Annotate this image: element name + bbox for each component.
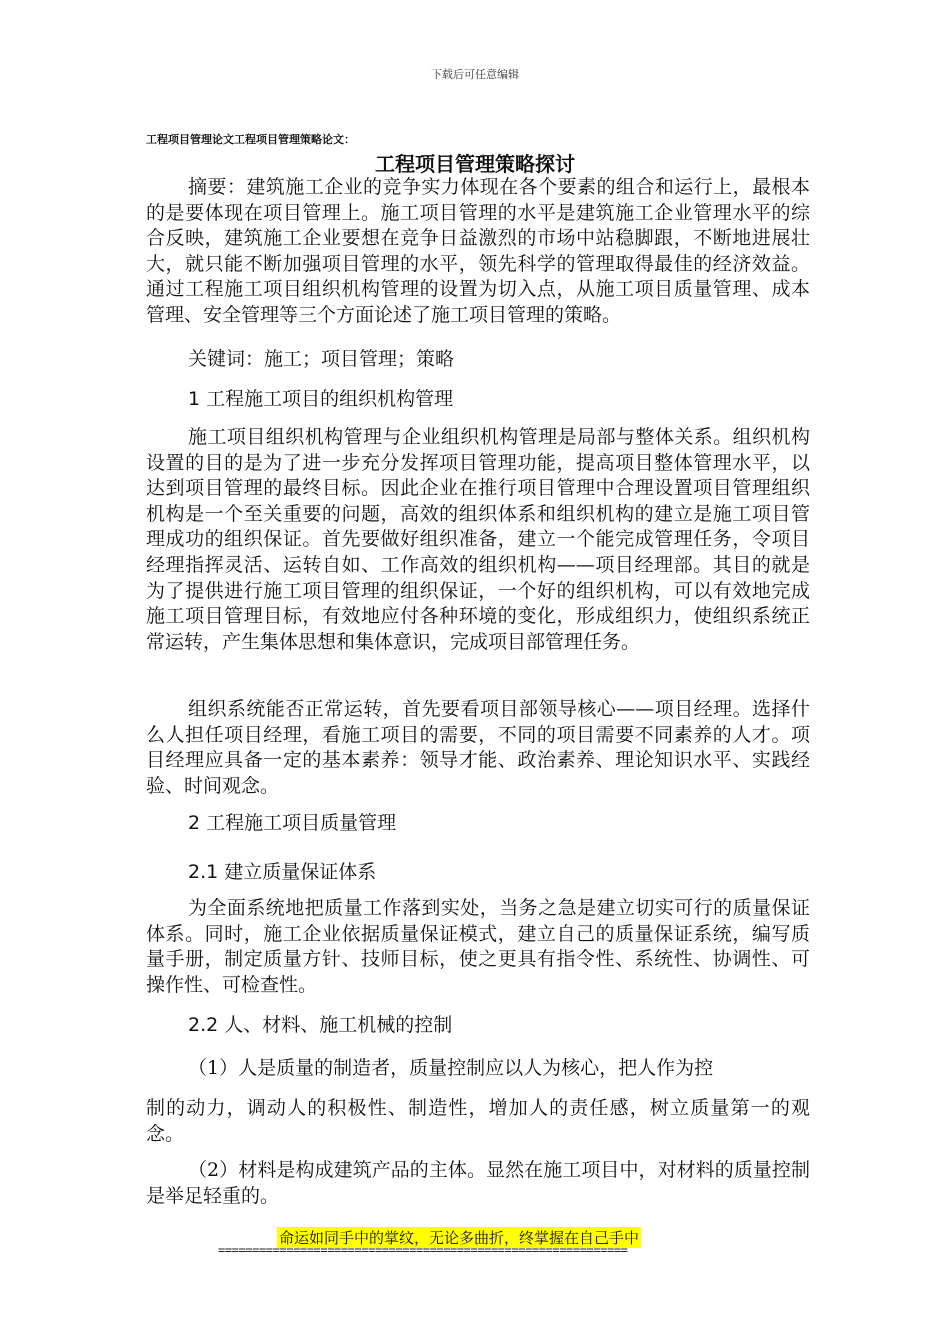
section1-paragraph-1: 施工项目组织机构管理与企业组织机构管理是局部与整体关系。组织机构设置的目的是为了进一步充分发挥项目管理功能，提高项目整体管理水平，以达到项目管理的最终目标。因此企业在推行项目管理中合理设置项目管理组织机构是一个至关重要的问题，高效的组织体系和组织机构的建立是施工项目管理成功的组织保证。首先要做好组织准备，建立一个能完成管理任务，令项目经理指挥灵活、运转自如、工作高效的组织机构——项目经理部。其目的就是为了提供进行施工项目管理的组织保证，一个好的组织机构，可以有效地完成施工项目管理目标，有效地应付各种环境的变化，形成组织力，使组织系统正常运转，产生集体思想和集体意识，完成项目部管理任务。 (146, 426, 810, 653)
subsection-heading-2-2: 2.2 人、材料、施工机械的控制 (188, 1014, 453, 1036)
footer-divider: ============================================================ (218, 1243, 628, 1257)
footer-motto: 命运如同手中的掌纹，无论多曲折，终掌握在自己手中 (279, 1229, 640, 1247)
subsection-2-1-paragraph: 为全面系统地把质量工作落到实处，当务之急是建立切实可行的质量保证体系。同时，施工企业依据质量保证模式，建立自己的质量保证系统，编写质量手册，制定质量方针、技师目标，使之更具有指令性、系统性、协调性、可操作性、可检查性。 (146, 897, 810, 996)
list-item-1-continuation: 制的动力，调动人的积极性、制造性，增加人的责任感，树立质量第一的观念。 (146, 1097, 810, 1145)
list-item-2: （2）材料是构成建筑产品的主体。显然在施工项目中，对材料的质量控制是举足轻重的。 (146, 1159, 810, 1207)
section-heading-1: 1 工程施工项目的组织机构管理 (188, 388, 454, 410)
subsection-heading-2-1: 2.1 建立质量保证体系 (188, 861, 377, 883)
section1-paragraph-2: 组织系统能否正常运转，首先要看项目部领导核心——项目经理。选择什么人担任项目经理，看施工项目的需要，不同的项目需要不同素养的人才。项目经理应具备一定的基本素养：领导才能、政治素养、理论知识水平、实践经验、时间观念。 (146, 698, 810, 797)
breadcrumb: 工程项目管理论文工程项目管理策略论文： (146, 133, 355, 146)
list-item-1-first-line: （1）人是质量的制造者，质量控制应以人为核心，把人作为控 (188, 1057, 714, 1079)
page-title: 工程项目管理策略探讨 (375, 152, 575, 176)
keywords-line: 关键词：施工；项目管理；策略 (188, 348, 455, 370)
header-note: 下载后可任意编辑 (431, 68, 519, 81)
abstract-paragraph: 摘要：建筑施工企业的竞争实力体现在各个要素的组合和运行上，最根本的是要体现在项目管理上。施工项目管理的水平是建筑施工企业管理水平的综合反映，建筑施工企业要想在竞争日益激烈的市场中站稳脚跟，不断地进展壮大，就只能不断加强项目管理的水平，领先科学的管理取得最佳的经济效益。通过工程施工项目组织机构管理的设置为切入点，从施工项目质量管理、成本管理、安全管理等三个方面论述了施工项目管理的策略。 (146, 176, 810, 326)
section-heading-2: 2 工程施工项目质量管理 (188, 812, 397, 834)
